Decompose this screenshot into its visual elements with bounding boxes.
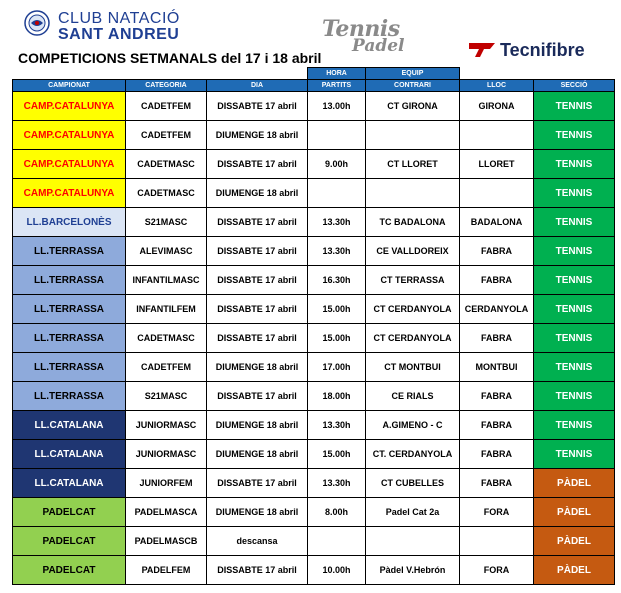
cell-lloc: FABRA [460,469,534,498]
cell-seccio: TENNIS [534,121,615,150]
cell-equip: CT CERDANYOLA [366,295,460,324]
competitions-table [12,67,615,585]
cell-dia: DISSABTE 17 abril [207,237,308,266]
table-row [13,237,615,266]
cell-categoria: CADETFEM [126,92,207,121]
cell-hora: 15.00h [308,440,366,469]
cell-dia: DISSABTE 17 abril [207,469,308,498]
cell-equip: CT CERDANYOLA [366,324,460,353]
cell-campionat: LL.BARCELONÈS [13,208,126,237]
cell-categoria: CADETMASC [126,324,207,353]
cell-lloc [460,179,534,208]
cell-hora: 15.00h [308,295,366,324]
cell-hora: 15.00h [308,324,366,353]
cell-dia: DISSABTE 17 abril [207,150,308,179]
cell-lloc: LLORET [460,150,534,179]
cell-campionat: CAMP.CATALUNYA [13,92,126,121]
cell-equip: CT. CERDANYOLA [366,440,460,469]
cell-categoria: JUNIORFEM [126,469,207,498]
cell-lloc: FABRA [460,237,534,266]
table-row [13,92,615,121]
cell-hora: 9.00h [308,150,366,179]
cell-hora: 13.30h [308,237,366,266]
cell-categoria: S21MASC [126,208,207,237]
cell-categoria: S21MASC [126,382,207,411]
cell-seccio: TENNIS [534,92,615,121]
tecnifibre-mark-icon [468,40,496,58]
cell-dia: DIUMENGE 18 abril [207,440,308,469]
cell-hora: 13.30h [308,411,366,440]
cell-categoria: ALEVIMASC [126,237,207,266]
table-row [13,179,615,208]
cell-dia: DIUMENGE 18 abril [207,498,308,527]
brand-tecnifibre-logo [470,40,585,61]
cell-campionat: CAMP.CATALUNYA [13,150,126,179]
cell-lloc: FABRA [460,266,534,295]
cell-lloc: FABRA [460,411,534,440]
cell-equip: A.GIMENO - C [366,411,460,440]
table-row [13,150,615,179]
cell-lloc: CERDANYOLA [460,295,534,324]
table-row [13,208,615,237]
col-header-dia: DIA [207,80,308,92]
table-row [13,353,615,382]
cell-seccio: TENNIS [534,411,615,440]
cell-seccio: PÀDEL [534,527,615,556]
cell-equip: Pàdel V.Hebrón [366,556,460,585]
club-badge-icon [24,10,50,36]
cell-lloc: FABRA [460,382,534,411]
table-row [13,527,615,556]
cell-seccio: TENNIS [534,150,615,179]
cell-lloc [460,121,534,150]
club-name-line2: SANT ANDREU [58,26,180,43]
cell-dia: DISSABTE 17 abril [207,324,308,353]
cell-equip: CE RIALS [366,382,460,411]
cell-campionat: PADELCAT [13,527,126,556]
cell-hora [308,121,366,150]
cell-campionat: LL.TERRASSA [13,353,126,382]
cell-campionat: LL.TERRASSA [13,237,126,266]
cell-equip [366,179,460,208]
col-header-lloc: LLOC [460,80,534,92]
club-name-line1: CLUB NATACIÓ [58,10,180,27]
brand-tennis-logo: Tennis [322,16,400,42]
cell-campionat: LL.TERRASSA [13,324,126,353]
cell-seccio: TENNIS [534,237,615,266]
cell-dia: DISSABTE 17 abril [207,92,308,121]
table-row [13,411,615,440]
cell-hora: 13.30h [308,208,366,237]
cell-lloc: BADALONA [460,208,534,237]
cell-campionat: LL.TERRASSA [13,382,126,411]
cell-hora: 16.30h [308,266,366,295]
cell-hora: 13.00h [308,92,366,121]
cell-equip: CT GIRONA [366,92,460,121]
cell-seccio: PÀDEL [534,498,615,527]
cell-lloc: GIRONA [460,92,534,121]
cell-hora [308,179,366,208]
cell-dia: DISSABTE 17 abril [207,295,308,324]
cell-equip: CT CUBELLES [366,469,460,498]
cell-hora: 13.30h [308,469,366,498]
cell-campionat: LL.CATALANA [13,440,126,469]
cell-seccio: TENNIS [534,324,615,353]
cell-seccio: PÀDEL [534,469,615,498]
cell-campionat: LL.TERRASSA [13,295,126,324]
cell-categoria: INFANTILFEM [126,295,207,324]
table-row [13,498,615,527]
cell-categoria: PADELFEM [126,556,207,585]
table-row [13,556,615,585]
cell-categoria: PADELMASCB [126,527,207,556]
cell-dia: DIUMENGE 18 abril [207,411,308,440]
cell-equip [366,527,460,556]
cell-categoria: CADETMASC [126,150,207,179]
cell-seccio: TENNIS [534,382,615,411]
cell-lloc: FORA [460,556,534,585]
page-title: COMPETICIONS SETMANALS del 17 i 18 abril [18,50,322,66]
col-header-categoria: CATEGORIA [126,80,207,92]
cell-equip [366,121,460,150]
cell-equip: CT LLORET [366,150,460,179]
cell-dia: DISSABTE 17 abril [207,266,308,295]
col-header-equip-line2: CONTRARI [366,80,460,92]
cell-equip: CE VALLDOREIX [366,237,460,266]
cell-dia: DIUMENGE 18 abril [207,179,308,208]
cell-campionat: PADELCAT [13,556,126,585]
cell-hora: 10.00h [308,556,366,585]
cell-campionat: PADELCAT [13,498,126,527]
cell-seccio: TENNIS [534,266,615,295]
col-header-seccio: SECCIÓ [534,80,615,92]
cell-campionat: CAMP.CATALUNYA [13,121,126,150]
cell-lloc [460,527,534,556]
brand-padel-logo: Padel [352,36,405,56]
cell-hora [308,527,366,556]
cell-equip: CT TERRASSA [366,266,460,295]
cell-lloc: MONTBUI [460,353,534,382]
cell-categoria: PADELMASCA [126,498,207,527]
cell-categoria: CADETFEM [126,353,207,382]
cell-seccio: PÀDEL [534,556,615,585]
col-header-equip-line1: EQUIP [366,68,460,80]
cell-hora: 18.00h [308,382,366,411]
cell-hora: 17.00h [308,353,366,382]
table-row [13,324,615,353]
table-row [13,121,615,150]
col-header-hora-line2: PARTITS [308,80,366,92]
table-row [13,440,615,469]
cell-campionat: LL.CATALANA [13,469,126,498]
cell-campionat: LL.CATALANA [13,411,126,440]
cell-campionat: LL.TERRASSA [13,266,126,295]
cell-categoria: CADETMASC [126,179,207,208]
cell-equip: Padel Cat 2a [366,498,460,527]
cell-categoria: CADETFEM [126,121,207,150]
cell-lloc: FORA [460,498,534,527]
table-row [13,295,615,324]
cell-dia: DISSABTE 17 abril [207,556,308,585]
table-row [13,266,615,295]
cell-categoria: INFANTILMASC [126,266,207,295]
cell-campionat: CAMP.CATALUNYA [13,179,126,208]
club-logo [24,8,264,42]
cell-seccio: TENNIS [534,179,615,208]
cell-lloc: FABRA [460,324,534,353]
cell-dia: DIUMENGE 18 abril [207,353,308,382]
cell-categoria: JUNIORMASC [126,411,207,440]
cell-seccio: TENNIS [534,440,615,469]
table-row [13,382,615,411]
cell-dia: DISSABTE 17 abril [207,208,308,237]
cell-hora: 8.00h [308,498,366,527]
cell-lloc: FABRA [460,440,534,469]
cell-equip: CT MONTBUI [366,353,460,382]
cell-seccio: TENNIS [534,353,615,382]
col-header-hora-line1: HORA [308,68,366,80]
cell-categoria: JUNIORMASC [126,440,207,469]
cell-dia: DISSABTE 17 abril [207,382,308,411]
col-header-campionat: CAMPIONAT [13,80,126,92]
table-row [13,469,615,498]
tecnifibre-wordmark: Tecnifibre [500,40,585,60]
cell-equip: TC BADALONA [366,208,460,237]
cell-dia: DIUMENGE 18 abril [207,121,308,150]
cell-dia: descansa [207,527,308,556]
cell-seccio: TENNIS [534,295,615,324]
cell-seccio: TENNIS [534,208,615,237]
